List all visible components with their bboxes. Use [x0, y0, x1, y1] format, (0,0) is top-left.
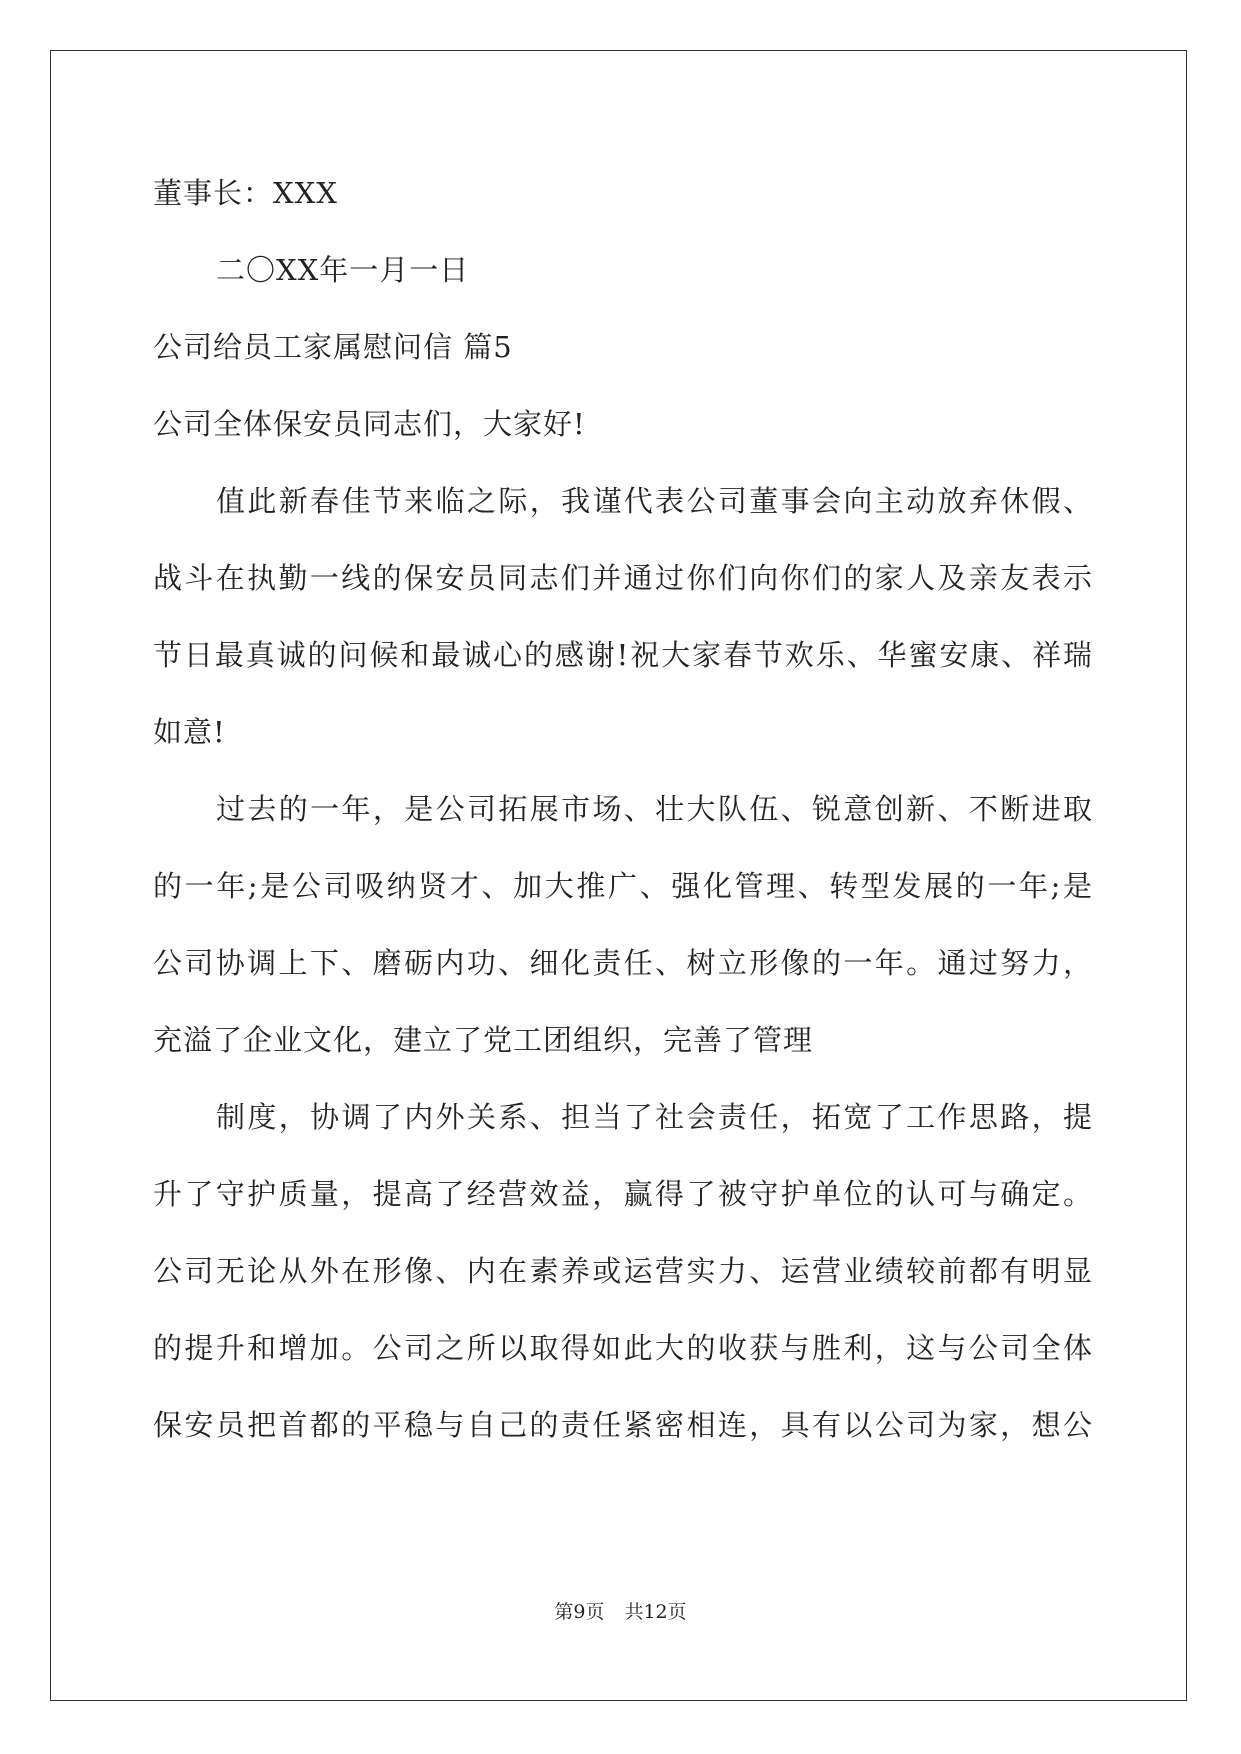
body-line: 战斗在执勤一线的保安员同志们并通过你们向你们的家人及亲友表示	[153, 561, 1093, 595]
body-line: 值此新春佳节来临之际，我谨代表公司董事会向主动放弃休假、	[216, 484, 1093, 518]
body-line: 公司无论从外在形像、内在素养或运营实力、运营业绩较前都有明显	[153, 1254, 1093, 1288]
body-line: 保安员把首都的平稳与自己的责任紧密相连，具有以公司为家，想公	[153, 1408, 1093, 1442]
page-number: 第9页	[554, 1601, 605, 1623]
signature-line: 董事长：XXX	[153, 176, 338, 210]
body-line: 的一年;是公司吸纳贤才、加大推广、强化管理、转型发展的一年;是	[153, 869, 1093, 903]
body-line: 升了守护质量，提高了经营效益，赢得了被守护单位的认可与确定。	[153, 1177, 1093, 1211]
body-line: 充溢了企业文化，建立了党工团组织，完善了管理	[153, 1023, 814, 1057]
body-line: 的提升和增加。公司之所以取得如此大的收获与胜利，这与公司全体	[153, 1331, 1093, 1365]
body-line: 公司协调上下、磨砺内功、细化责任、树立形像的一年。通过努力，	[153, 946, 1093, 980]
body-line: 制度，协调了内外关系、担当了社会责任，拓宽了工作思路，提	[216, 1100, 1093, 1134]
body-line: 节日最真诚的问候和最诚心的感谢!祝大家春节欢乐、华蜜安康、祥瑞	[153, 638, 1093, 672]
section-title: 公司给员工家属慰问信 篇5	[153, 330, 513, 364]
body-line: 如意!	[153, 715, 226, 749]
body-line: 过去的一年，是公司拓展市场、壮大队伍、锐意创新、不断进取	[216, 792, 1093, 826]
page-footer	[0, 1600, 1241, 1624]
date-line: 二〇XX年一月一日	[216, 253, 470, 287]
salutation: 公司全体保安员同志们，大家好!	[153, 407, 586, 441]
page-total: 共12页	[624, 1601, 687, 1623]
